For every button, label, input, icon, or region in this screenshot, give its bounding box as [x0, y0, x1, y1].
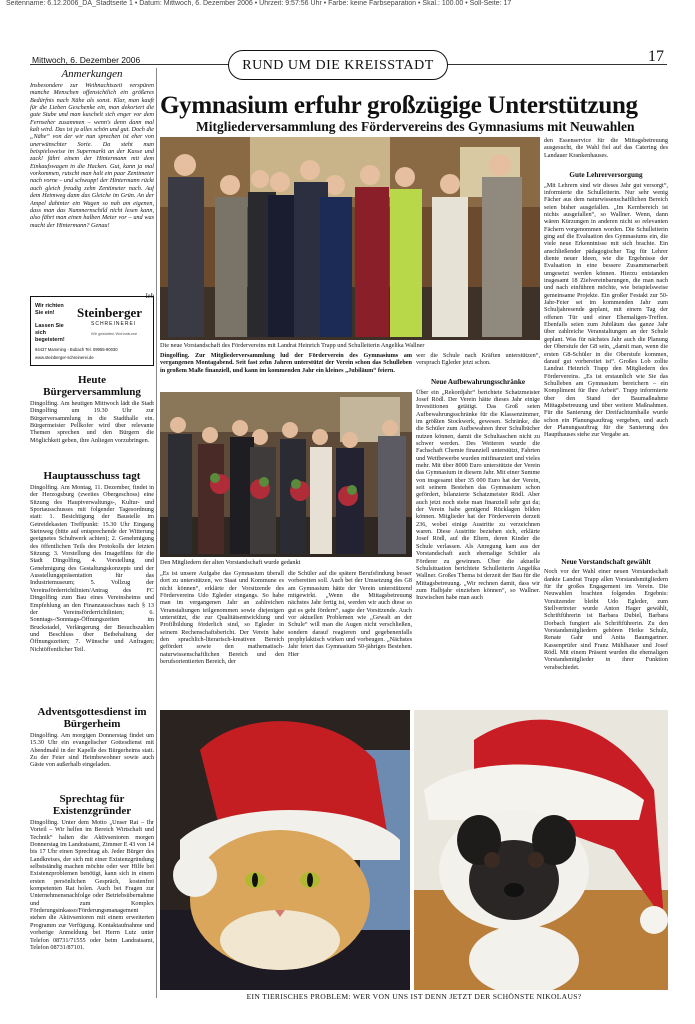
- group-photo-caption: Die neue Vorstandschaft des Fördervereins mit Landrat Heinrich Trapp und Schulleiterin Angelika Wallner: [160, 342, 425, 349]
- ad-website: www.steinberger-schreinerei.de: [35, 355, 94, 360]
- news-hauptausschuss: [30, 470, 154, 706]
- anmerkungen-title: Anmerkungen: [61, 68, 123, 80]
- news-body: Dingolfing. Am Montag, 11. Dezember, findet in der Herzogsburg (zweites Obergeschoss) eine Sitzung des Hauptverwaltungs-, Kultur- und Sportausschusses mit folgender Tagesordnung statt: 1. Besichtigung der Baustelle im Getreidekasten Treffpunkt: 15.30 Uhr Eingang Steinweg (bitte auf entsprechende der Witterung geeignetes Schuhwerk achten); 2. Genehmigung des öffentlichen Teils des Protokolls der letzten Sitzung; 3. Vorstellung des Imagefilms für die Stadt Dingolfing, 4. Vorstellung und Genehmigung des Gestaltungskonzepts und der Ausstellungspräsentation für das Industriemuseum; 5. Vollzug der Vereinsförderrichtlinien/Antrag des FC Dingolfing zum Bau eines Vereinsheims und Empfehlung an den Finanzausschuss nach § 13 der Vereinsförderrichtlinien; 6. Sonntags-/Sonntags-Öffnungszeiten im Bruckstadel, Verlängerung der Besuchszahlen und Beschluss über Beibehaltung der Öffnungszeiten; 7. Wünsche und Anfragen; Nichtöffentlicher Teil.: [30, 484, 154, 653]
- subhead-lehrerversorgung: Gute Lehrerversorgung: [569, 171, 643, 179]
- section-banner: RUND UM DIE KREISSTADT: [228, 50, 448, 80]
- article-body-col4-top: den Essenservice für die Mittagsbetreuung ausgesucht, die Wahl fiel auf das Catering des Landauer Krankenhauses.: [544, 137, 668, 159]
- anmerkungen-box: [30, 68, 154, 300]
- column-divider: [156, 68, 157, 998]
- page-number: 17: [648, 48, 664, 65]
- ad-sub: SCHREINEREI: [91, 321, 137, 327]
- article-lead: Dingolfing. Zur Mitgliederversammlung lud der Förderverein des Gymnasiums am vergangenen Montagabend. Seit fast zehn Jahren unterstützt der Verein schon das Schulleben in großem Maße finanziell, und kann im kommenden Jahr ein kleines „Jubiläum“ feiern.: [160, 352, 412, 374]
- article-subheadline: Mitgliederversammlung des Fördervereins des Gymnasiums mit Neuwahlen: [196, 119, 635, 134]
- news-body: Dingolfing. Unter dem Motto „Unser Rat – Ihr Vorteil – Wir helfen im Bereich Wirtschaft und Technik“ halten die Aktivsenioren morgen Donnerstag im Landratsamt, Zimmer E 43 von 14 bis 17 Uhr einen Sprechtag ab. Jeder Bürger des Landkreises, der sich mit einer Existenzgründung selbstständig machen möchte oder wer Hilfe bei Existenzproblemen benötigt, kann sich in einem ersten persönlichen Gespräch, kostenfrei kompetenten Rat holen. Auch bei Fragen zur Unternehmensnachfolge oder Betriebsübernahme und zum Komplex Förderungsinkasso/Förderungsmanagement stehen die Aktivsenioren mit einem erweiterten Programm zur Verfügung. Kontaktaufnahme und vorherige Anmeldung bei Herrn Lutz unter Telefon 08731/71555 oder beim Landratsamt, Telefon 08731/87101.: [30, 819, 154, 951]
- issue-date: Mittwoch, 6. Dezember 2006: [32, 55, 141, 65]
- news-headline: Sprechtag für Existenzgründer: [52, 793, 132, 817]
- old-board-caption: Den Mitgliedern der alten Vorstandschaft wurde gedankt: [160, 559, 301, 566]
- animal-photo-caption: EIN TIERISCHES PROBLEM: WER VON UNS IST DENN JETZT DER SCHÖNSTE NIKOLAUS?: [246, 992, 582, 1001]
- news-buergerversammlung: [30, 374, 154, 459]
- subhead-aufbewahrung: Neue Aufbewahrungsschränke: [430, 378, 526, 386]
- article-body-col4: „Mit Lehrern sind wir dieses Jahr gut versorgt“, informierte die Schulleiterin. Nur sehr wenig Fächer aus dem naturwissenschaftlichen Bereich seien bisher ausgefallen. „Im Kernbereich ist nichts ausgefallen“, so Wallner. Wenn, dann wären Kürzungen in anderen nicht so relevanten Fächern vorgenommen worden. Die Schulleiterin ging auf die Evaluation des Gymnasiums ein, die viele neue Erkenntnisse mit sich brachte. Ein anschließender pädagogischer Tag für Lehrer diente neuer Ideen, wie die Ergebnisse der Evaluation in eine bessere Zusammenarbeit umgesetzt werden können. Hierzu entstanden insgesamt 18 Zielvereinbarungen, die man nach und nach einführen möchte, wie beispielsweise gemeinsame Projekte. Ein großer Festakt zur 50-Jahr-Feier sei im kommenden Jahr zum Schuljahresende geplant, mit einem Tag der offenen Tür und einer Ehemaligen-Treffen. Ebenfalls seien zum Jubiläum das ganze Jahr über zahlreiche Veranstaltungen an der Schule geplant. Was für nächstes Jahr auch die Planung der Oberstufe der G8 sein, „damit man, wenn die ersten G8-Schüler in die Oberstufe kommen, darauf gut vorbereitet ist“. Großes Lob zollte Landrat Heinrich Trapp den Mitgliedern des Fördervereins. „Es ist erstaunlich wie Sie das Schulleben am Gymnasium bereichern – ein Kompliment für Ihre Arbeit“. Trapp informierte über den Stand der Baumaßnahme Mittagsbetreuung und über weitere Maßnahmen. Für die Sanierung der Dreifachturnhalle wurde schon ein Planungsauftrag vergeben, und auch der Planungsauftrag für die Sanierung des Haupthauses stehe zur Vergabe an.: [544, 181, 668, 439]
- news-headline: Adventsgottesdienst im Bürgerheim: [37, 706, 147, 730]
- cat-santa-photo: [160, 710, 410, 990]
- ad-slogan: [35, 303, 75, 344]
- ad-slogan-line: Wir richten: [35, 303, 64, 309]
- news-sprechtag: [30, 793, 154, 1019]
- anmerkungen-text: Insbesondere zur Weihnachtszeit verspüren manche Menschen offensichtlich ein größeres Bedürfnis nach Nähe als sonst. Klar, man kauft für die Lieben Geschenke ein, man dekoriert die gute Stube und man kuschelt sich enger vor dem Fernseher zusammen – wenn's denn dann mal kalt wird. Das ist ja alles schön und gut. Doch die „Nähe“ von der wir nun sprechen ist eher von unerwünschter Sorte. Da steht man beispielsweise im Supermarkt an der Kasse und zack! fährt einem der Hintermann mit dem Einkaufswagen in die Hacken. Gut, kann ja mal vorkommen, rutscht man halt ein paar Zentimeter nach vorne – und schwupp! der Hintermann rückt auch gleich freudig zehn Zentimeter nach. Auf dem Heimweg dann das Gleiche im Grün. An der Ampel dahinter ein Wagen so nah am eigenen, dass man das Nummernschild nicht lesen kann, also fährt man einen halben Meter vor – und was macht der Hintermann? Genau!: [30, 82, 154, 229]
- old-board-photo-image: [160, 392, 412, 557]
- ad-slogan-line: Lassen Sie: [35, 323, 64, 329]
- news-headline: Hauptausschuss tagt: [43, 470, 141, 482]
- ad-slogan-line: sich begeistern!: [35, 330, 65, 343]
- cat-photo-image: [160, 710, 410, 990]
- dog-santa-photo: [414, 710, 668, 990]
- ad-slogan-line: Sie ein!: [35, 310, 55, 316]
- article-body-col3: Über ein „Rekordjahr“ berichtete Schatzmeister Josef Rödl. Der Verein hätte dieses Jahr einige Investitionen getätigt. Das Groß seien Aufbewahrungsschränke für die Klassenzimmer, im größten Stockwerk, gewesen. Schränke, die die Schüler zum Aufbewahren ihrer Schulbücher nutzen können, damit die Schultaschen nicht zu schwer werden. Des Weiteren wurde die Fachschaft Chemie finanziell unterstützt, Fahrten und Wettbewerbe wurden mitfinanziert und vieles mehr. Mit über 8000 Euro unterstützte der Verein das Gymnasium in diesem Jahr. Mit einer Summe von insgesamt über 35 000 Euro hat der Verein, seit seinem Bestehen das Gymnasium schon gefördert, bilanzierte Schatzmeister Rödl. Aber auch jetzt noch stehe man finanziell sehr gut da; der Verein habe genügend Rücklagen bilden können. Mitglieder hat der Förderverein derzeit 236, wobei einige Austritte zu verzeichnen waren. Diese Austritte beziehen sich, erklärte Josef Rödl, auf die Eltern, deren Kinder die Schule verlassen. Als Anregung kam aus der Vorstandschaft auch ehemalige Schüler als Förderer zu gewinnen. Über die aktuelle Schulsituation berichtete Schulleiterin Angelika Wallner. Großes Thema ist derzeit der Bau für die Mittagsbetreuung. „Wir rechnen damit, dass wir zum Halbjahr einziehen können“, so Wallner. Inzwischen habe man auch: [416, 388, 540, 602]
- group-photo-image: [160, 137, 540, 340]
- article-headline: Gymnasium erfuhr großzügige Unterstützung: [160, 92, 638, 119]
- article-col3: [416, 352, 540, 699]
- page-meta-line: Seitenname: 6.12.2006_DA_Stadtseite 1 • Datum: Mittwoch, 6. Dezember 2006 • Uhrzeit: 9:57:56 Uhr • Farbe: keine Farbseparation • Skal.: 100.00 • Soll-Seite: 17: [6, 0, 512, 7]
- ad-brand: Steinberger: [77, 305, 142, 320]
- ad-address: 94437 Mamming - Bubach Tel. 09955-90030: [35, 347, 118, 352]
- article-col4: [544, 137, 668, 717]
- news-adventsgottesdienst: [30, 706, 154, 784]
- article-body-col3-top: wer die Schule nach Kräften unterstützen“, versprach Egleder jetzt schon.: [416, 352, 540, 367]
- steinberger-ad[interactable]: [30, 296, 154, 366]
- subhead-vorstandschaft: Neue Vorstandschaft gewählt: [561, 557, 651, 566]
- article-body-col1: „Es ist unsere Aufgabe das Gymnasium überall dort zu unterstützen, wo Staat und Kommune es nicht können“, erklärte der Vorsitzende des Fördervereins Udo Egleder eingangs. So habe man im vergangenen Jahr an zahlreichen Veranstaltungen teilgenommen sowie diejenigen unterstützt, die zur Qualitätsentwicklung und Profilbildung förderlich sind, so Egleder in seinem Rechenschaftsbericht. Der Verein habe den sprachlich-literarisch-kreativen Bereich gefördert sowie den mathematisch-naturwissenschaftlichen Bereich und den berufsorientierten Bereich, der: [160, 570, 284, 666]
- article-body-col2: die Schüler auf die spätere Berufsfindung besser vorbereiten soll. Auch bei der Umsetzung des G8 am Gymnasium hätte der Verein unterstützend mitgewirkt. „Wenn die Mittagsbetreuung nächstes Jahr fertig ist, werden wir auch diese so gut es geht fördern“, sagte der Vorsitzende. Auch vor aktuellen Problemen wie „Gewalt an der Schule“ will man die Augen nicht verschließen, sondern darauf reagieren und gegebenenfalls prophylaktisch wirken und vorbeugen. „Nächstes Jahr feiert das Gymnasium 50-jähriges Bestehen. Hier: [288, 570, 412, 658]
- dog-photo-image: [414, 710, 668, 990]
- news-headline: Heute Bürgerversammlung: [43, 374, 141, 398]
- group-photo-new-board: [160, 137, 540, 340]
- anmerkungen-signature: leh: [145, 292, 154, 300]
- news-body: Dingolfing. Am heutigen Mittwoch lädt die Stadt Dingolfing um 19.30 Uhr zur Bürgerversammlung in die Stadthalle ein. Bürgermeister Pellkofer wird über relevante Themen sprechen und den Bürgern die Möglichkeit geben, ihre Anliegen vorzubringen.: [30, 400, 154, 444]
- article-body-col4b: Noch vor der Wahl einer neuen Vorstandschaft dankte Landrat Trapp allen Vorstandsmitgliedern für ihr großes Engagement im Verein. Die Neuwahlen brachten folgendes Ergebnis: Vorsitzender bleibt Udo Egleder, zum Stellvertreter wurde Anton Hager gewählt, Schriftführerin ist Barbara Dubiel, Barbara Dorbach fungiert als Schriftführerin. Zu den Vorstandsmitgliedern gehören Heike Schulz, Renate Gahr und Anita Baumgartner. Kassenprüfer sind Franz Mühlhauer und Josef Rödl. Mit einem Präsent wurden die ehemaligen Vorstandsmitglieder in ihrer Funktion verabschiedet.: [544, 568, 668, 671]
- group-photo-old-board: [160, 392, 412, 557]
- news-body: Dingolfing. Am morgigen Donnerstag findet um 15.30 Uhr ein evangelischer Gottesdienst mit Abendmahl in der Kapelle des Bürgerheims statt. Zu der Feier sind Heimbewohner sowie auch Gäste von außerhalb eingeladen.: [30, 732, 154, 769]
- ad-tagline: Wir gestalten Wohnräume: [91, 331, 138, 336]
